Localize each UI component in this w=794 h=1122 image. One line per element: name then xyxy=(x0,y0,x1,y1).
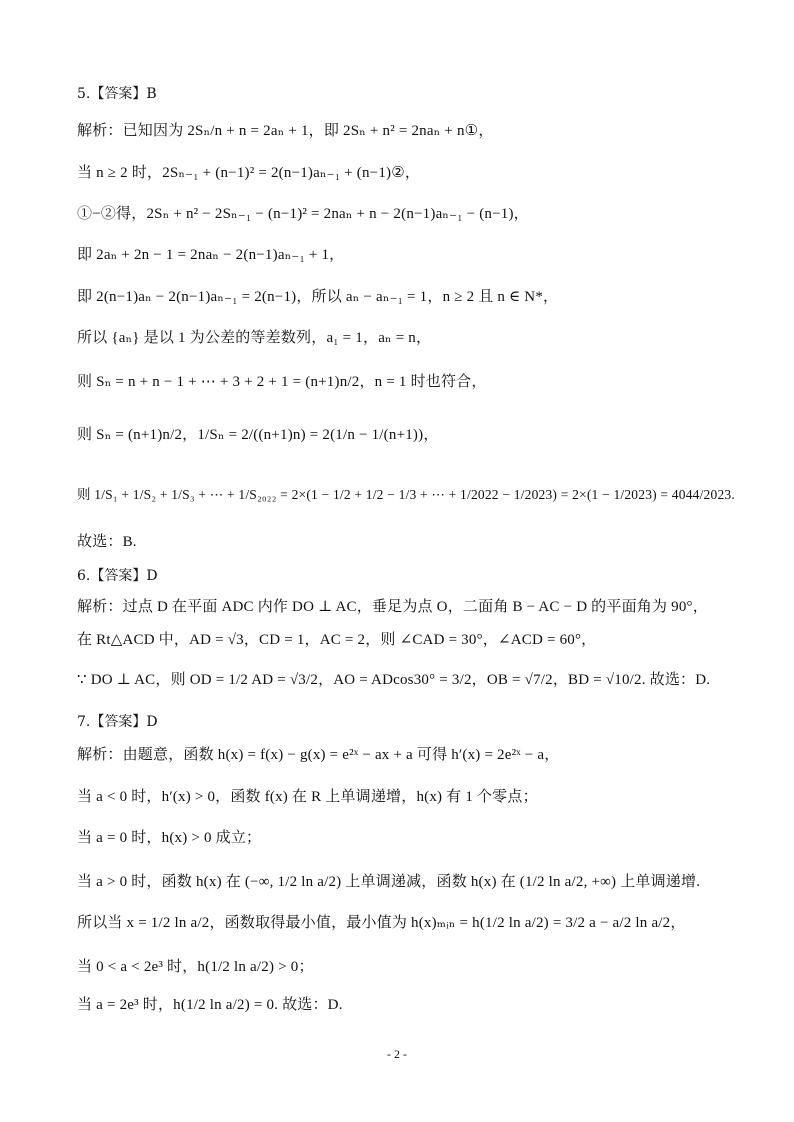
q5-solution-line-4: 即 2aₙ + 2n − 1 = 2naₙ − 2(n−1)aₙ₋₁ + 1， xyxy=(77,247,345,263)
q7-solution-line-5: 所以当 x = 1/2 ln a/2，函数取得最小值，最小值为 h(x)ₘᵢₙ = h(1/2 ln a/2) = 3/2 a − a/2 ln a/2， xyxy=(77,915,686,931)
q7-solution-line-7: 当 a = 2e³ 时，h(1/2 ln a/2) = 0. 故选：D. xyxy=(77,997,343,1013)
q5-solution-line-8: 则 Sₙ = (n+1)n/2，1/Sₙ = 2/((n+1)n) = 2(1/n − 1/(n+1))， xyxy=(77,427,439,443)
q6-answer-heading: 6.【答案】D xyxy=(77,568,158,584)
q5-solution-line-2: 当 n ≥ 2 时，2Sₙ₋₁ + (n−1)² = 2(n−1)aₙ₋₁ + (n−1)②， xyxy=(77,165,421,181)
q6-solution-line-2: 在 Rt△ACD 中，AD = √3，CD = 1，AC = 2，则 ∠CAD = 30°，∠ACD = 60°， xyxy=(77,632,597,648)
q7-solution-line-1: 解析：由题意，函数 h(x) = f(x) − g(x) = e²ˣ − ax + a 可得 h′(x) = 2e²ˣ − a， xyxy=(77,747,560,763)
q7-solution-line-6: 当 0 < a < 2e³ 时，h(1/2 ln a/2) > 0； xyxy=(77,959,314,975)
q7-answer-heading: 7.【答案】D xyxy=(77,714,158,730)
q5-solution-line-6: 所以 {aₙ} 是以 1 为公差的等差数列，a₁ = 1，aₙ = n， xyxy=(77,330,432,346)
q5-solution-line-7: 则 Sₙ = n + n − 1 + ⋯ + 3 + 2 + 1 = (n+1)n/2，n = 1 时也符合， xyxy=(77,374,487,390)
q5-conclusion: 故选：B. xyxy=(77,534,137,550)
q7-solution-line-3: 当 a = 0 时，h(x) > 0 成立； xyxy=(77,830,262,846)
q5-answer-heading: 5.【答案】B xyxy=(77,86,157,102)
q6-solution-line-3: ∵ DO ⊥ AC，则 OD = 1/2 AD = √3/2，AO = ADcos30° = 3/2，OB = √7/2，BD = √10/2. 故选：D. xyxy=(77,672,711,688)
q5-solution-line-5: 即 2(n−1)aₙ − 2(n−1)aₙ₋₁ = 2(n−1)，所以 aₙ − aₙ₋₁ = 1，n ≥ 2 且 n ∈ N*， xyxy=(77,289,559,305)
page-number: - 2 - xyxy=(387,1047,407,1061)
q5-solution-line-3: ①−②得，2Sₙ + n² − 2Sₙ₋₁ − (n−1)² = 2naₙ + n − 2(n−1)aₙ₋₁ − (n−1)， xyxy=(77,206,529,222)
q6-solution-line-1: 解析：过点 D 在平面 ADC 内作 DO ⊥ AC，垂足为点 O，二面角 B − AC − D 的平面角为 90°， xyxy=(77,599,708,615)
q5-solution-line-9: 则 1/S₁ + 1/S₂ + 1/S₃ + ⋯ + 1/S₂₀₂₂ = 2×(1 − 1/2 + 1/2 − 1/3 + ⋯ + 1/2022 − 1/2023) = 2×(1 − 1/2023) = 4044/2023. xyxy=(77,487,735,502)
q7-solution-line-2: 当 a < 0 时，h′(x) > 0，函数 f(x) 在 R 上单调递增，h(x) 有 1 个零点； xyxy=(77,789,538,805)
q7-solution-line-4: 当 a > 0 时，函数 h(x) 在 (−∞, 1/2 ln a/2) 上单调递减，函数 h(x) 在 (1/2 ln a/2, +∞) 上单调递增. xyxy=(77,874,701,890)
q5-solution-line-1: 解析：已知因为 2Sₙ/n + n = 2aₙ + 1，即 2Sₙ + n² = 2naₙ + n①， xyxy=(77,123,494,139)
